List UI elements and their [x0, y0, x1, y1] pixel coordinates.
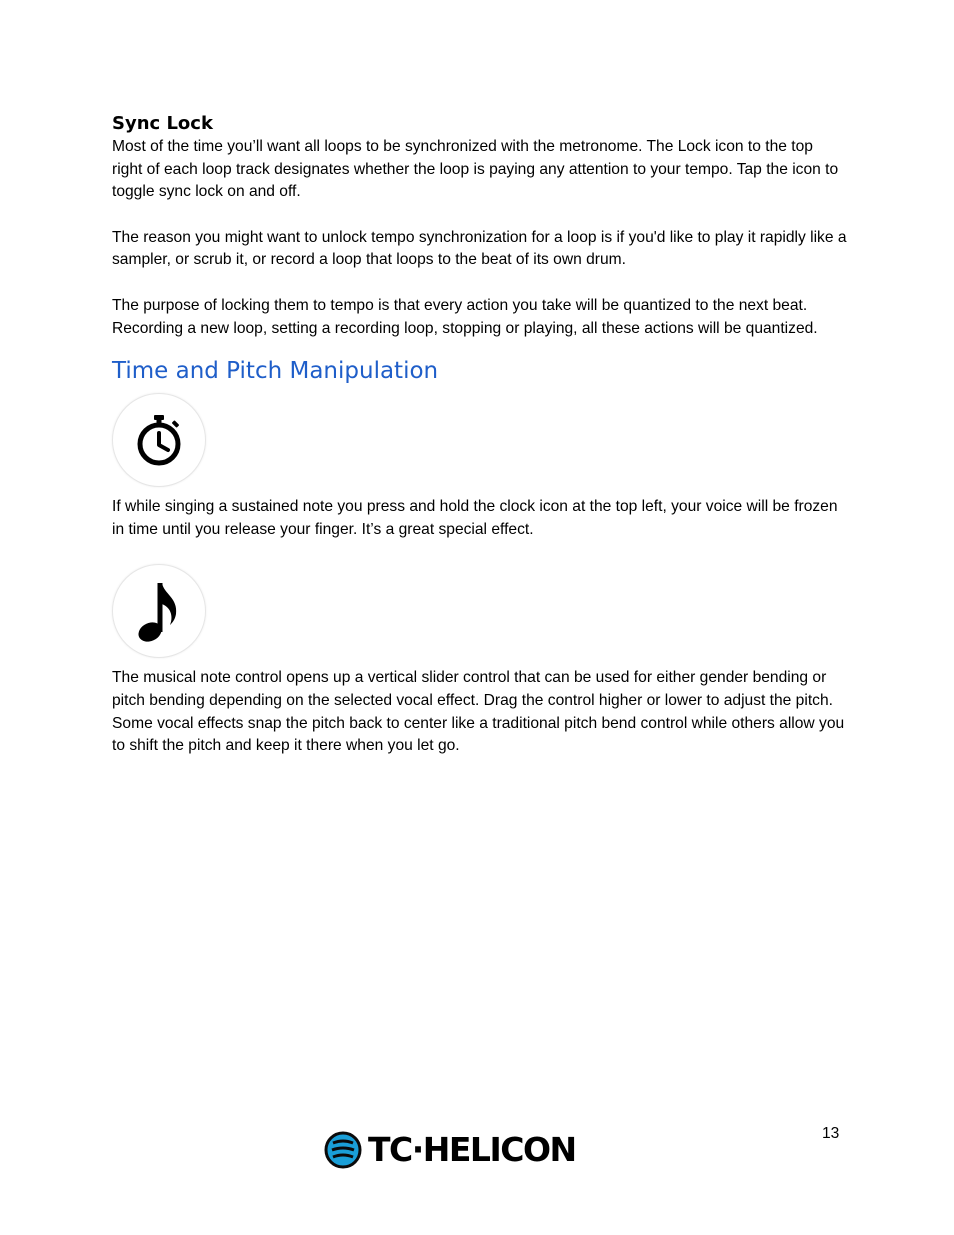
clock-icon: [112, 393, 206, 487]
page-number: 13: [822, 1125, 840, 1142]
tc-helicon-logo-icon: [324, 1131, 362, 1169]
music-note-icon: [112, 564, 206, 658]
tc-helicon-logo: [324, 1130, 604, 1170]
sync-lock-paragraph-2: The reason you might want to unlock tempo synchronization for a loop is if you'd like to play it rapidly like a sampler, or scrub it, or record a loop that loops to the beat of its own drum.: [112, 228, 847, 269]
sync-lock-paragraph-3: The purpose of locking them to tempo is that every action you take will be quantized to the next beat. Recording a new loop, setting a recording loop, stopping or playing, all these actions will be quantized.: [112, 296, 818, 337]
time-pitch-heading: Time and Pitch Manipulation: [112, 358, 439, 385]
page-content: [112, 112, 847, 758]
clock-description: If while singing a sustained note you press and hold the clock icon at the top left, your voice will be frozen in time until you release your finger. It’s a great special effect.: [112, 498, 838, 538]
sync-lock-paragraph-1: Most of the time you’ll want all loops to be synchronized with the metronome. The Lock icon to the top right of each loop track designates whether the loop is paying any attention to your tempo. Tap the icon to toggle sync lock on and off.: [112, 138, 839, 201]
note-description: The musical note control opens up a vertical slider control that can be used for either gender bending or pitch bending depending on the selected vocal effect. Drag the control higher or lower to adjust the pitch. Some vocal effects snap the pitch back to center like a traditional pitch bend control while others allow you to shift the pitch and keep it there when you let go.: [112, 669, 845, 755]
logo-wordmark: TC·HELICON: [368, 1130, 576, 1169]
sync-lock-heading: Sync Lock: [112, 113, 213, 134]
